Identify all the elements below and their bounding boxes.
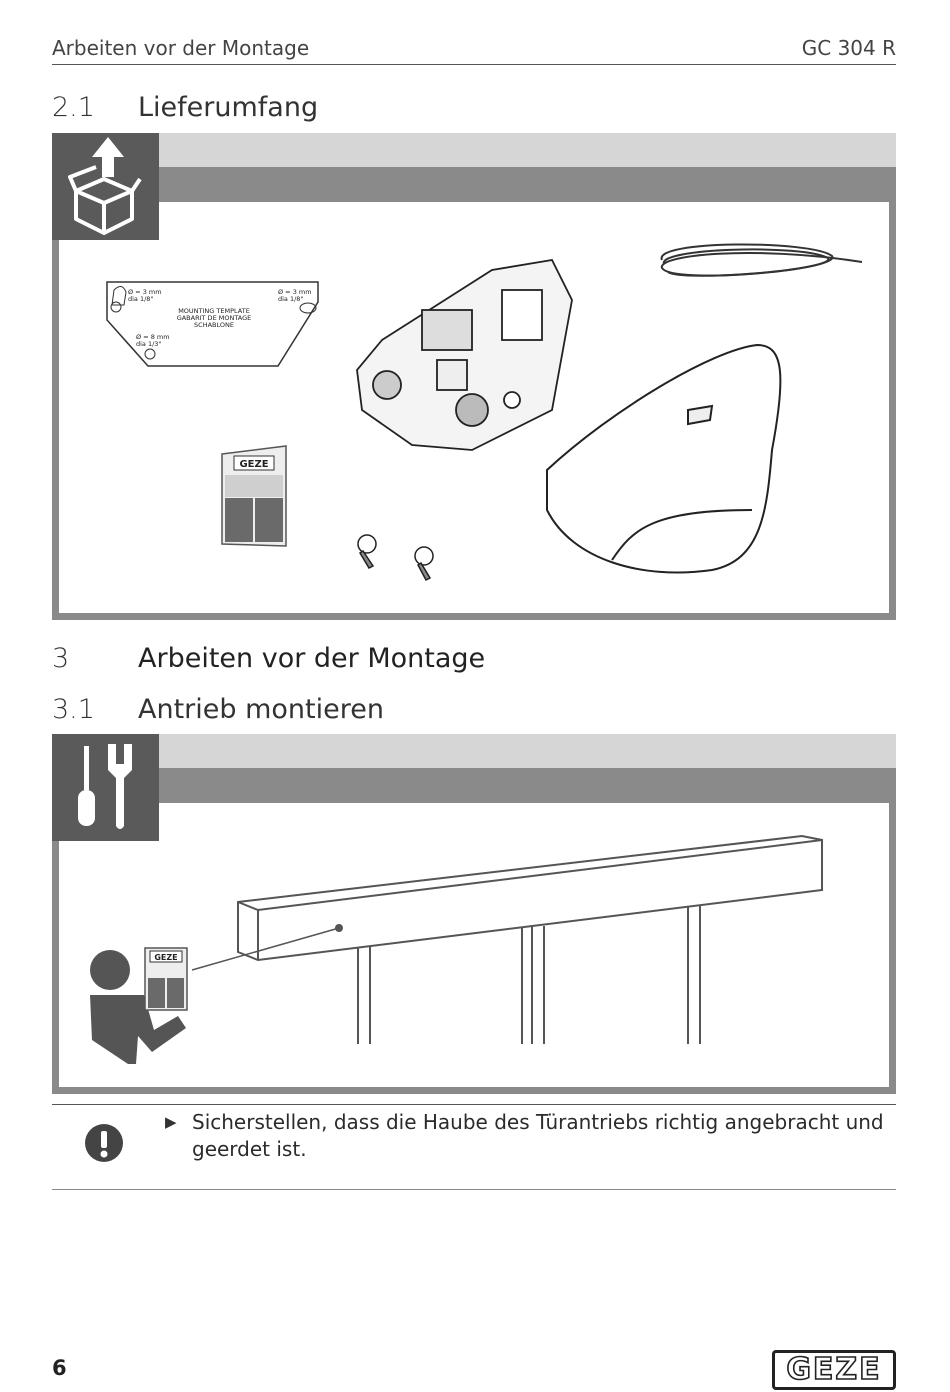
header-chapter: Arbeiten vor der Montage (52, 36, 310, 60)
instruction-booklet (222, 446, 286, 546)
page-number: 6 (52, 1356, 67, 1380)
section-2-1-number: 2.1 (52, 92, 95, 123)
cable (662, 244, 862, 275)
geze-logo (772, 1350, 896, 1390)
template-line-3: SCHABLONE (194, 321, 234, 329)
header-product: GC 304 R (801, 36, 896, 60)
template-dia-bottom-inch: dia 1/3" (136, 340, 162, 348)
note-text: Sicherstellen, dass die Haube des Türantriebs richtig angebracht und geerdet ist. (192, 1110, 884, 1161)
section-3-number: 3 (52, 643, 70, 674)
delivery-items-illustration (52, 210, 896, 610)
mounting-illustration (52, 820, 896, 1080)
template-dia-top-left: Ø = 3 mm (128, 288, 162, 296)
logo-text: GEZE (786, 1352, 882, 1387)
drive-unit (357, 260, 572, 450)
template-line-2: GABARIT DE MONTAGE (176, 314, 252, 322)
section-3-1-number: 3.1 (52, 694, 95, 725)
screw-icon (358, 535, 433, 580)
note-box (52, 1104, 896, 1190)
template-dia-bottom: Ø = 8 mm (136, 333, 170, 341)
template-dia-top-right: Ø = 3 mm (278, 288, 312, 296)
booklet-brand-2: GEZE (154, 953, 178, 962)
section-3-title: Arbeiten vor der Montage (138, 643, 486, 674)
warning-icon (84, 1123, 124, 1163)
booklet-brand: GEZE (239, 459, 269, 470)
running-header (52, 34, 896, 65)
section-3-1-title: Antrieb montieren (138, 694, 384, 725)
template-dia-top-right-inch: dia 1/8" (278, 295, 304, 303)
section-2-1-title: Lieferumfang (138, 92, 319, 123)
instruction-booklet-held (145, 948, 187, 1010)
template-dia-top-left-inch: dia 1/8" (128, 295, 154, 303)
bullet-arrow-icon: ▶ (165, 1113, 177, 1131)
drive-cover (547, 345, 780, 573)
template-line-1: MOUNTING TEMPLATE (178, 307, 250, 315)
